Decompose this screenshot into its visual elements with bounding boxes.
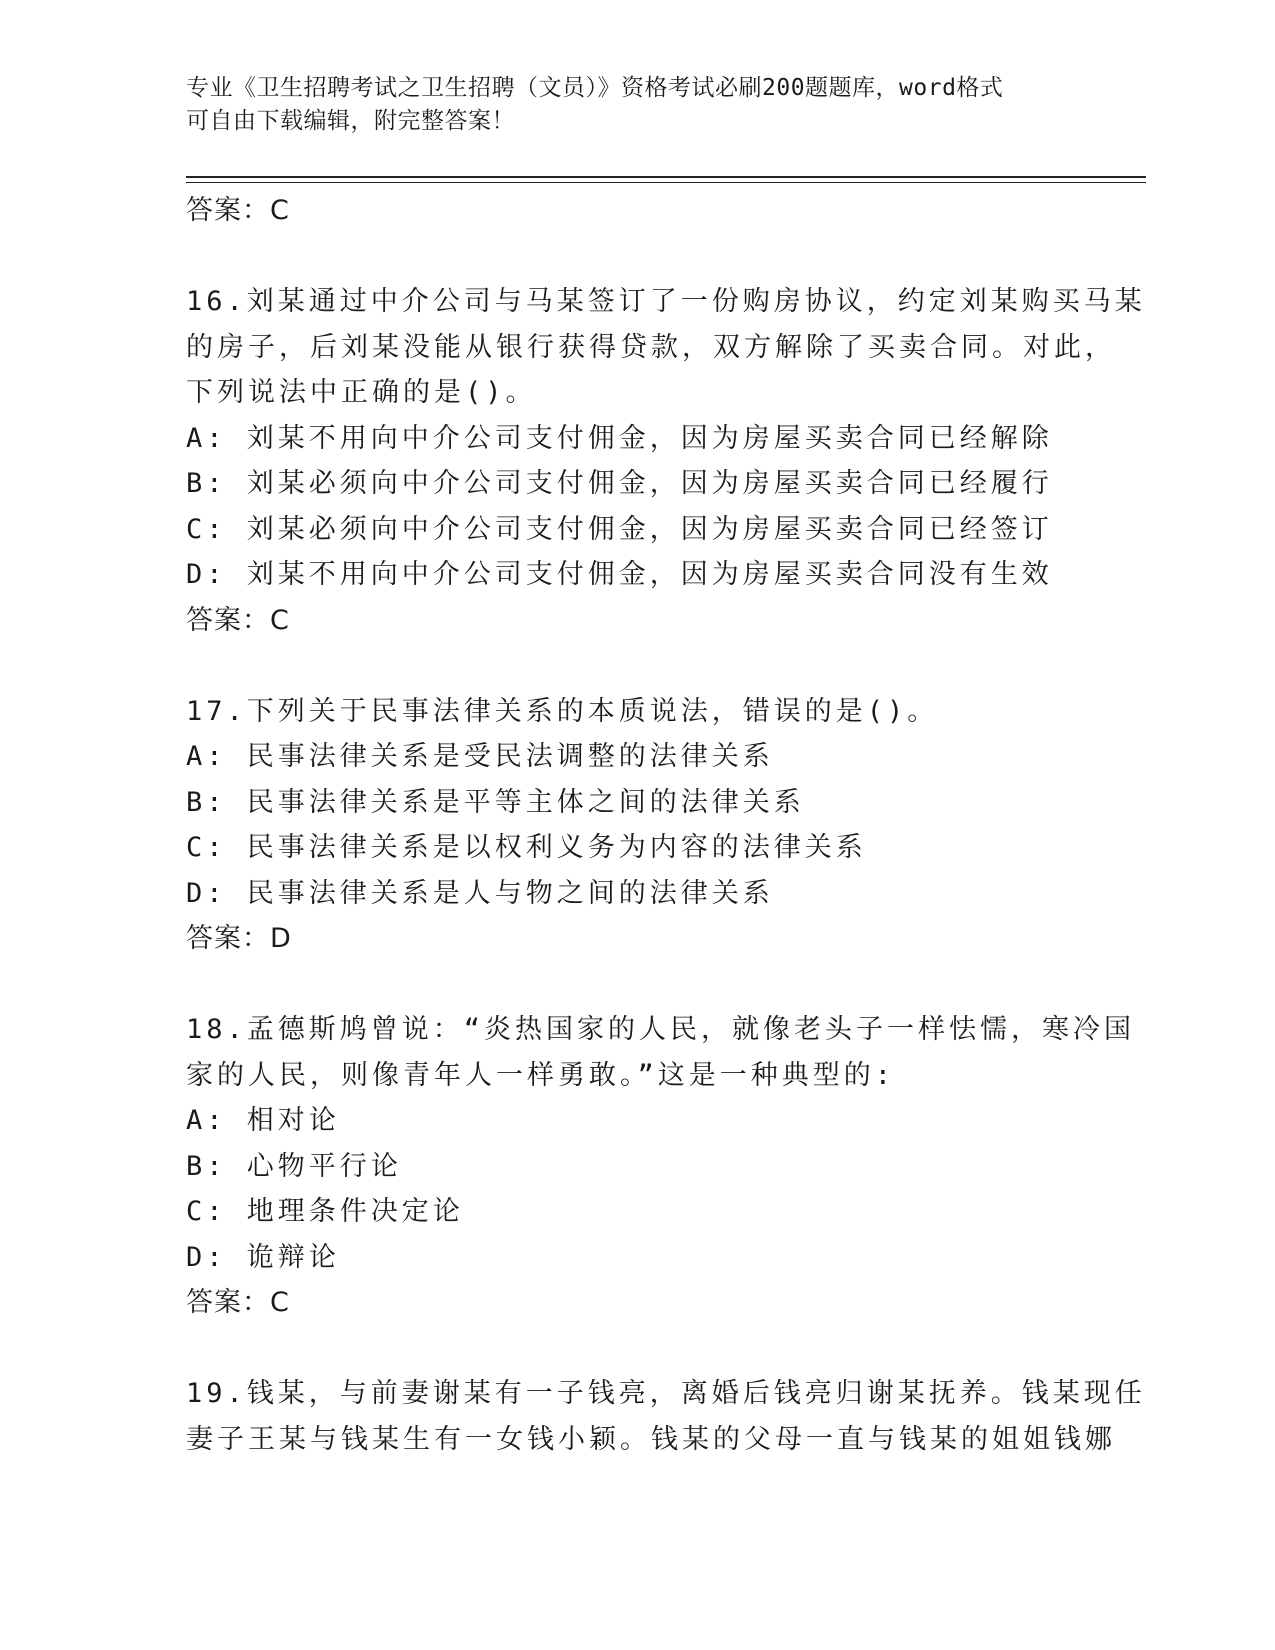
- spacer: [186, 234, 1086, 280]
- answer: 答案：C: [186, 1287, 290, 1318]
- option-c: C: 刘某必须向中介公司支付佣金，因为房屋买卖合同已经签订: [186, 513, 1053, 545]
- option-c: C: 地理条件决定论: [186, 1196, 464, 1227]
- header-line-2: 可自由下载编辑，附完整答案！: [186, 108, 515, 134]
- option-a: A: 民事法律关系是受民法调整的法律关系: [186, 741, 774, 772]
- answer: 答案：D: [186, 923, 292, 954]
- header-divider-thick: [186, 176, 1146, 178]
- option-d: D: 诡辩论: [186, 1241, 340, 1273]
- question-stem-line: 16.刘某通过中介公司与马某签订了一份购房协议，约定刘某购买马某: [186, 286, 1146, 317]
- question-stem-line: 的房子，后刘某没能从银行获得贷款，双方解除了买卖合同。对此，: [186, 331, 1116, 363]
- question-17: [186, 689, 1086, 962]
- question-stem-line: 妻子王某与钱某生有一女钱小颖。钱某的父母一直与钱某的姐姐钱娜: [186, 1423, 1116, 1455]
- question-18: [186, 1007, 1136, 1326]
- previous-answer: 答案：C: [186, 195, 290, 226]
- option-b: B: 刘某必须向中介公司支付佣金，因为房屋买卖合同已经履行: [186, 468, 1053, 499]
- option-d: D: 刘某不用向中介公司支付佣金，因为房屋买卖合同没有生效: [186, 559, 1053, 590]
- question-list: [186, 188, 1146, 1462]
- header-line-1: 专业《卫生招聘考试之卫生招聘（文员）》资格考试必刷200题题库，word格式: [186, 75, 1004, 101]
- header-divider-thin: [186, 182, 1146, 183]
- option-a: A: 刘某不用向中介公司支付佣金，因为房屋买卖合同已经解除: [186, 422, 1053, 454]
- spacer: [186, 643, 1086, 689]
- option-a: A: 相对论: [186, 1105, 340, 1136]
- option-d: D: 民事法律关系是人与物之间的法律关系: [186, 877, 774, 909]
- question-16: [186, 279, 1146, 643]
- option-b: B: 心物平行论: [186, 1150, 402, 1182]
- question-stem-line: 下列说法中正确的是()。: [186, 377, 537, 408]
- question-19: [186, 1371, 1146, 1462]
- page-header: [186, 72, 1066, 138]
- answer: 答案：C: [186, 604, 290, 636]
- option-c: C: 民事法律关系是以权利义务为内容的法律关系: [186, 832, 867, 863]
- question-stem-line: 19.钱某，与前妻谢某有一子钱亮，离婚后钱亮归谢某抚养。钱某现任: [186, 1378, 1146, 1409]
- question-stem-line: 家的人民，则像青年人一样勇敢。”这是一种典型的:: [186, 1059, 896, 1091]
- question-stem-line: 18.孟德斯鸠曾说：“炎热国家的人民，就像老头子一样怯懦，寒冷国: [186, 1014, 1136, 1045]
- spacer: [186, 1326, 1086, 1372]
- option-b: B: 民事法律关系是平等主体之间的法律关系: [186, 786, 805, 818]
- spacer: [186, 962, 1086, 1008]
- question-stem-line: 17.下列关于民事法律关系的本质说法，错误的是()。: [186, 695, 939, 727]
